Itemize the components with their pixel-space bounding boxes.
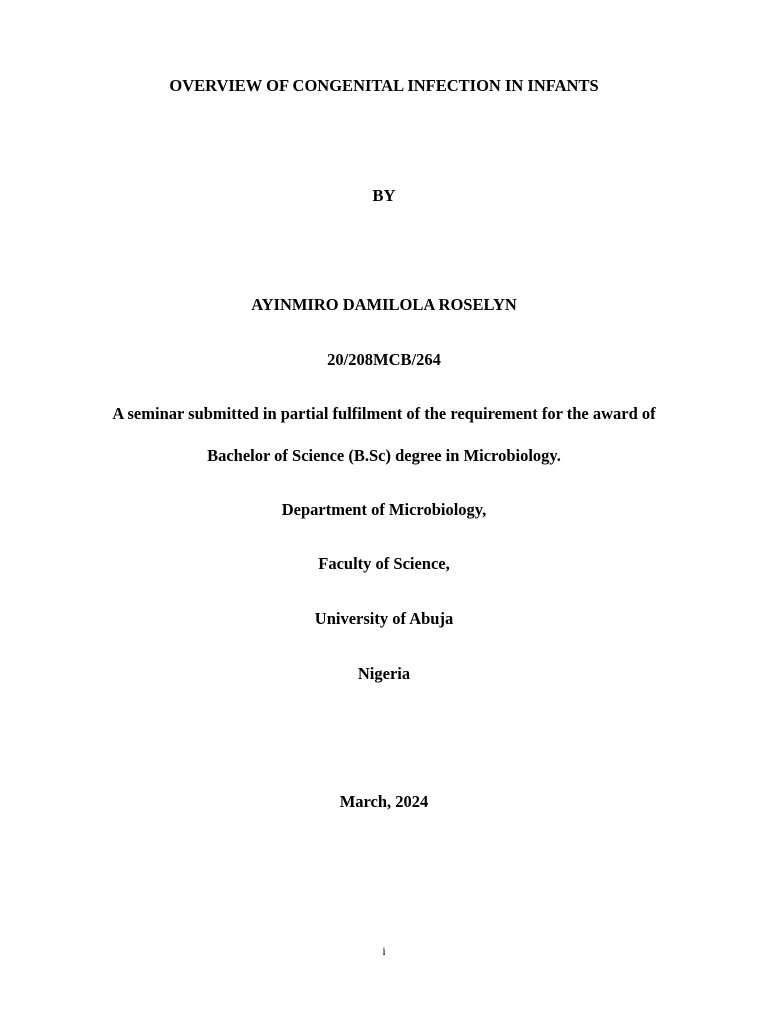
matric-number: 20/208MCB/264 [327, 350, 441, 369]
department-name: Department of Microbiology, [281, 500, 487, 519]
faculty-name: Faculty of Science, [318, 554, 450, 573]
purpose-statement-line-2: Bachelor of Science (B.Sc) degree in Microbiology. [207, 446, 561, 465]
page-number: i [382, 944, 386, 958]
by-label: BY [372, 186, 396, 205]
document-title: OVERVIEW OF CONGENITAL INFECTION IN INFANTS [169, 76, 599, 95]
submission-date: March, 2024 [339, 792, 429, 811]
university-name: University of Abuja [314, 609, 454, 628]
purpose-statement-line-1: A seminar submitted in partial fulfilment of the requirement for the award of [112, 404, 656, 423]
country-name: Nigeria [357, 664, 411, 683]
author-name: AYINMIRO DAMILOLA ROSELYN [251, 295, 517, 314]
